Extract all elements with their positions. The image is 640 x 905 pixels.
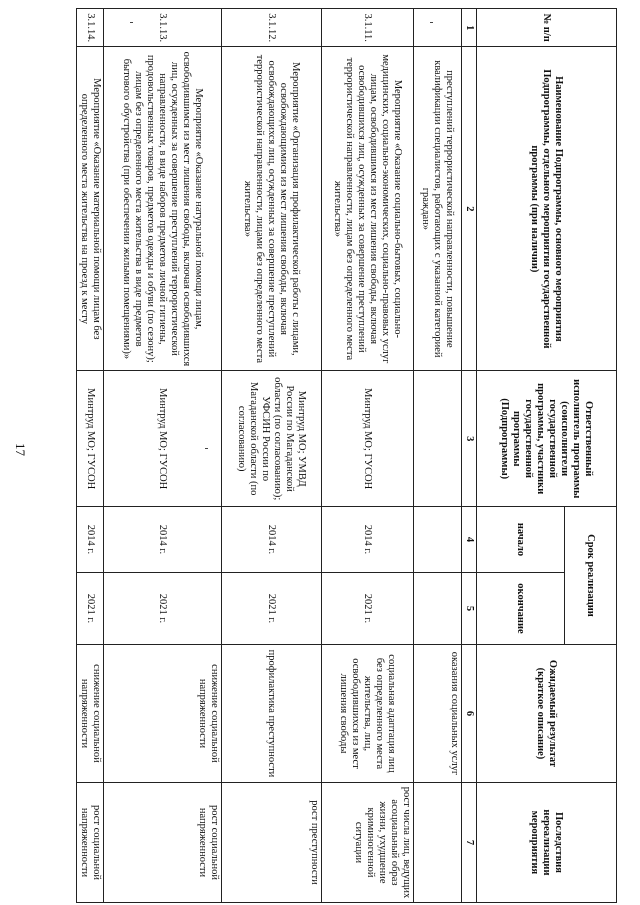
header-end: окончание: [477, 572, 565, 644]
row-expected: социальная адаптация лиц без определенного места жительства, лиц, освободившихся из мест лишения свободы: [322, 644, 414, 782]
row-responsible: Минтруд МО; УМВД России по Магаданской области (по согласованию); УФСИН России по Магаданской области (по согласованию): [222, 371, 322, 507]
row-num: 3.1.12.: [222, 9, 322, 47]
column-number: 5: [462, 572, 477, 644]
row-name: преступлений террористической направленности, повышение квалификации специалистов, работающих с указанной категорией граждан»: [414, 47, 462, 371]
header-expected: Ожидаемый результат (краткое описание): [477, 644, 617, 782]
page-number: 17: [13, 443, 28, 456]
row-end: 2021 г.: [77, 572, 104, 644]
table-row: [104, 9, 222, 903]
column-numbers-row: [462, 9, 477, 903]
row-start: 2014 г.: [104, 506, 222, 572]
row-consequences: рост числа лиц, ведущих асоциальный образ жизни, ухудшение криминогенной ситуации: [322, 782, 414, 902]
measures-table: [76, 8, 617, 903]
column-number: 6: [462, 644, 477, 782]
row-expected: профилактика преступности: [222, 644, 322, 782]
row-end: [414, 572, 462, 644]
row-responsible: Минтруд МО; ГУСОН: [322, 371, 414, 507]
row-name: Мероприятие «Оказание материальной помощи лицам без определенного места жительства на проезд к месту: [77, 47, 104, 371]
row-name: Мероприятие «Оказание натуральной помощи лицам, освободившимся из мест лишения свободы, включая освободившихся лиц, осужденных за совершение преступлений террористической направленности, в виде наборов предметов личной гигиены, продовольственных товаров, предметов одежды и обуви (по сезону); лицам без определенного места жительства в виде предметов бытового обустройства (при обеспечении жилыми помещениями)»: [104, 47, 222, 371]
header-consequences: Последствия нереализации мероприятия: [477, 782, 617, 902]
table-row: [222, 9, 322, 903]
table-row: [77, 9, 104, 903]
row-consequences: рост преступности: [222, 782, 322, 902]
row-num: 3.1.11.: [322, 9, 414, 47]
column-number: 1: [462, 9, 477, 47]
header-num: № п/п: [477, 9, 617, 47]
header-term: Срок реализации: [565, 506, 617, 644]
row-num: 3.1.14.: [77, 9, 104, 47]
table-row: [414, 9, 462, 903]
row-name: Мероприятие «Организация профилактической работы с лицами, освобождающимися из мест лишения свободы, включая освобождающихся лиц, осужденных за совершение преступлений террористической направленности, лицами без определенного места жительства»: [222, 47, 322, 371]
row-end: 2021 г.: [322, 572, 414, 644]
column-number: 7: [462, 782, 477, 902]
row-end: 2021 г.: [104, 572, 222, 644]
rotated-table-wrapper: [79, 8, 617, 903]
column-number: 3: [462, 371, 477, 507]
column-number: 4: [462, 506, 477, 572]
row-num: 3.1.13.: [104, 9, 222, 47]
row-num: [414, 9, 462, 47]
row-expected: оказания социальных услуг: [414, 644, 462, 782]
row-start: 2014 г.: [77, 506, 104, 572]
header-name: Наименование Подпрограммы, основного мероприятия Подпрограммы, отдельного мероприятия государственной программы (при наличии): [477, 47, 617, 371]
row-start: 2014 г.: [322, 506, 414, 572]
row-consequences: рост социальной напряженности: [77, 782, 104, 902]
table-row: [322, 9, 414, 903]
row-responsible: Минтруд МО; ГУСОН: [77, 371, 104, 507]
row-start: 2014 г.: [222, 506, 322, 572]
row-expected: снижение социальной напряженности: [104, 644, 222, 782]
header-responsible: Ответственный исполнитель программы (соисполнители государственной программы, участники государственной программы (Подпрограммы): [477, 371, 617, 507]
row-responsible: Минтруд МО; ГУСОН: [104, 371, 222, 507]
row-start: [414, 506, 462, 572]
row-consequences: [414, 782, 462, 902]
row-end: 2021 г.: [222, 572, 322, 644]
row-responsible: [414, 371, 462, 507]
header-start: начало: [477, 506, 565, 572]
row-expected: снижение социальной напряженности: [77, 644, 104, 782]
header-row: [565, 9, 617, 903]
row-consequences: рост социальной напряженности: [104, 782, 222, 902]
row-name: Мероприятие «Оказание социально-бытовых, социально-медицинских, социально-экономических, социально-правовых услуг лицам, освободившимся из мест лишения свободы, включая освободившихся лиц, осужденных за совершение преступлений террористической направленности, лицам без определенного места жительства»: [322, 47, 414, 371]
column-number: 2: [462, 47, 477, 371]
